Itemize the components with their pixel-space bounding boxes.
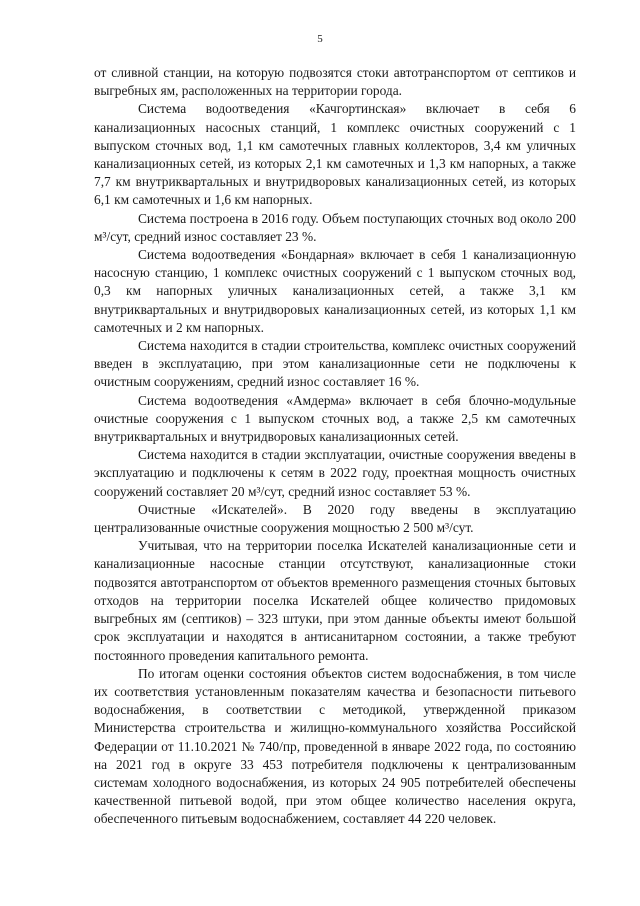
paragraph-amderma-system: Система водоотведения «Амдерма» включает в себя блочно-модульные очистные сооружения с 1 выпуском сточных вод, а также 2,5 км самотечных внутриквартальных и внутридворовых канализационных сетей. — [94, 392, 576, 445]
document-body — [94, 64, 576, 829]
paragraph-amderma-status: Система находится в стадии эксплуатации, очистные сооружения введены в эксплуатацию и подключены к сетям в 2022 году, проектная мощность очистных сооружений составляет 20 м³/сут, средний износ составляет 53 %. — [94, 447, 576, 499]
page-number: 5 — [317, 33, 323, 45]
paragraph-continuation: от сливной станции, на которую подвозятся стоки автотранспортом от септиков и выгребных ям, расположенных на территории города. — [94, 65, 576, 99]
paragraph-water-supply-assessment: По итогам оценки состояния объектов систем водоснабжения, в том числе их соответствия установленным показателям качества и безопасности питьевого водоснабжения, в соответствии с методикой, утвержденной приказом Министерства строительства и жилищно-коммунального хозяйства Российской Федерации от 11.10.2021 № 740/пр, проведенной в январе 2022 года, по состоянию на 2021 год в округе 33 453 потребителя подключены к централизованным системам холодного водоснабжения, из которых 24 905 потребителей обеспечены качественной питьевой водой, при этом общее количество населения округа, обеспеченного питьевым водоснабжением, составляет 44 220 человек. — [94, 665, 576, 827]
paragraph-kachgortinskaya-built: Система построена в 2016 году. Объем поступающих сточных вод около 200 м³/сут, средний износ составляет 23 %. — [94, 210, 576, 244]
paragraph-bondarnaya-status: Система находится в стадии строительства, комплекс очистных сооружений введен в эксплуатацию, при этом канализационные сети не подключены к очистным сооружениям, средний износ составляет 16 %. — [94, 338, 576, 390]
paragraph-iskateley-treatment: Очистные «Искателей». В 2020 году введены в эксплуатацию централизованные очистные сооружения мощностью 2 500 м³/сут. — [94, 501, 576, 536]
paragraph-kachgortinskaya-system: Система водоотведения «Качгортинская» включает в себя 6 канализационных насосных станций, 1 комплекс очистных сооружений с 1 выпуском сточных вод, 1,1 км самотечных главных коллекторов, 3,4 км уличных канализационных сетей, из которых 2,1 км самотечных и 1,3 км напорных, а также 7,7 км внутриквартальных и внутридворовых канализационных сетей, из которых 6,1 км самотечных и 1,6 км напорных. — [94, 101, 576, 208]
paragraph-iskateley-sewage: Учитывая, что на территории поселка Искателей канализационные сети и канализационные насосные станции отсутствуют, канализационные стоки подвозятся автотранспортом от объектов временного размещения сточных бытовых отходов на территории поселка Искателей общее количество придомовых выгребных ям (септиков) – 323 штуки, при этом данные объекты имеют большой срок эксплуатации и находятся в антисанитарном состоянии, а также требуют постоянного проведения капитального ремонта. — [94, 538, 576, 663]
paragraph-bondarnaya-system: Система водоотведения «Бондарная» включает в себя 1 канализационную насосную станцию, 1 комплекс очистных сооружений с 1 выпуском сточных вод, 0,3 км напорных уличных канализационных сетей, а также 3,1 км внутриквартальных и внутридворовых канализационных сетей, из которых 1,1 км самотечных и 2 км напорных. — [94, 247, 576, 335]
